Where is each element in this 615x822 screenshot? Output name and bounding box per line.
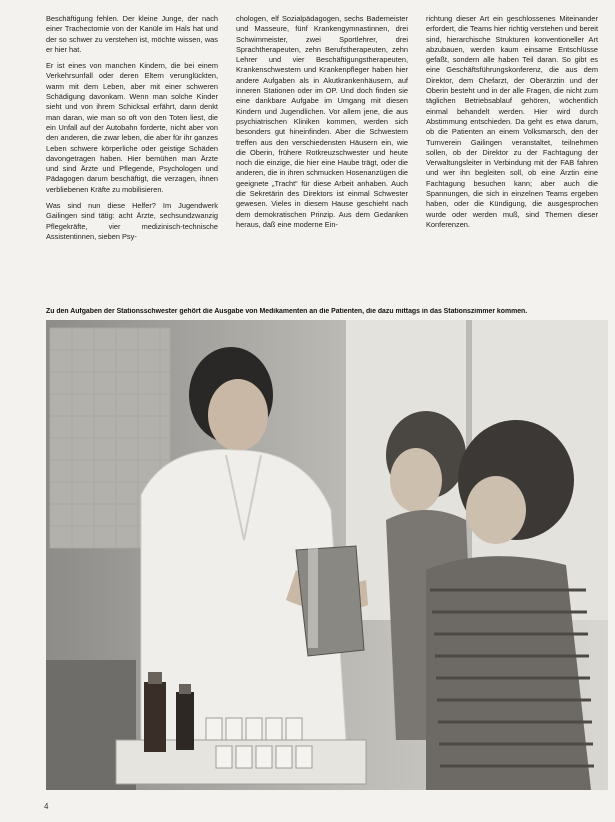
paragraph: Beschäftigung fehlen. Der kleine Junge, der nach einer Trachectomie von der Kanüle im Hals hat und der so schwer zu verstehen ist, möchte wissen, was er hier hat. bbox=[46, 14, 218, 54]
text-column-3 bbox=[426, 14, 598, 236]
text-column-2 bbox=[236, 14, 408, 236]
text-column-1 bbox=[46, 14, 218, 248]
paragraph: Er ist eines von manchen Kindern, die bei einem Verkehrsunfall oder deren Eltern verunglückten, warm mit dem Leben, aber mit einer schweren Schädigung davonkam. Wenn man solche Kinder sieht und von ihrem Schicksal erfährt, dann denkt man daran, wie man so oft von den Toten liest, die ein Unfall auf der Autobahn forderte, nicht aber von den anderen, die zwar leben, die aber für ihr ganzes Leben schwere körperliche oder geistige Schäden davongetragen haben. Hier bemühen man Ärzte und sind Ärzte und Pflegende, Psychologen und Pädagogen darum beschäftigt, die verzagen, ihnen verbliebenen Kräfte zu mobilisieren. bbox=[46, 61, 218, 194]
medicine-bottle bbox=[176, 692, 194, 750]
photo bbox=[46, 320, 608, 790]
paragraph: chologen, elf Sozialpädagogen, sechs Bademeister und Masseure, fünf Krankengymnastinnen, drei Schwimmeister, zwei Sportlehrer, drei Sprachtherapeuten, zehn Berufstherapeuten, zehn Lehrer und vier Beschäftigungstherapeuten, Krankenschwestern und Krankenpfleger haben hier andere Aufgaben als in Akutkrankenhäusern, auf inneren Stationen oder im OP. Und doch finden sie eine dankbare Aufgabe im Umgang mit diesen Kindern und Jugendlichen. Vor allem jene, die aus psychiatrischen Kliniken kommen, werden sich besonders gut hineinfinden. Aber die Schwestern treffen aus den verschiedensten Häusern ein, wie die Oberin, frühere Rotkreuzschwester und heute noch die einzige, die hier eine Haube trägt, oder die anderen, die in ihren schmucken Hosenanzügen die geeignete „Tracht“ für diese Arbeit anhaben. Auch die Sekretärin des Direktors ist einmal Schwester gewesen. Vieles in diesem Hause geschieht nach dem demokratischen Prinzip. Aus dem Gedanken heraus, daß eine moderne Ein- bbox=[236, 14, 408, 229]
paragraph: Was sind nun diese Helfer? Im Jugendwerk Gailingen sind tätig: acht Ärzte, sechsundzwanzig Pflegekräfte, vier medizinisch-technische Assistentinnen, sieben Psy- bbox=[46, 201, 218, 241]
glass-jug bbox=[296, 546, 364, 656]
photo-caption: Zu den Aufgaben der Stationsschwester gehört die Ausgabe von Medikamenten an die Patienten, die dazu mittags in das Stationszimmer kommen. bbox=[46, 308, 528, 315]
medicine-bottle bbox=[144, 682, 166, 752]
photo-illustration bbox=[46, 320, 608, 790]
page-number: 4 bbox=[44, 802, 49, 811]
paragraph: richtung dieser Art ein geschlossenes Miteinander erfordert, die Teams hier richtig verstehen und bereit sind, hierarchische Strukturen konventioneller Art abzubauen, werden kaum einsame Entschlüsse gefaßt, sondern alle haben Teil daran. So gibt es eine Geschäftsführungskonferenz, die aus dem Direktor, dem Chefarzt, der Oberärztin und der Oberin besteht und in der alle Fragen, die nicht zum täglichen Betriebsablauf gehören, wöchentlich einmal behandelt werden. Hier wird durch Abstimmung entschieden. Da geht es etwa darum, ob die Patienten an einem Volksmarsch, den der Turnverein Gailingen veranstaltet, teilnehmen sollen, ob der Direktor zu der Fachtagung der Verwaltungsleiter in Verbindung mit der FAB fahren und wer ihn begleiten soll, ob eine Ärztin eine Fachtagung besuchen kann; aber auch die Spannungen, die sich in einzelnen Teams ergeben haben, oder die Kündigung, die ausgesprochen wurde oder werden muß, sind Themen dieser Konferenzen. bbox=[426, 14, 598, 229]
